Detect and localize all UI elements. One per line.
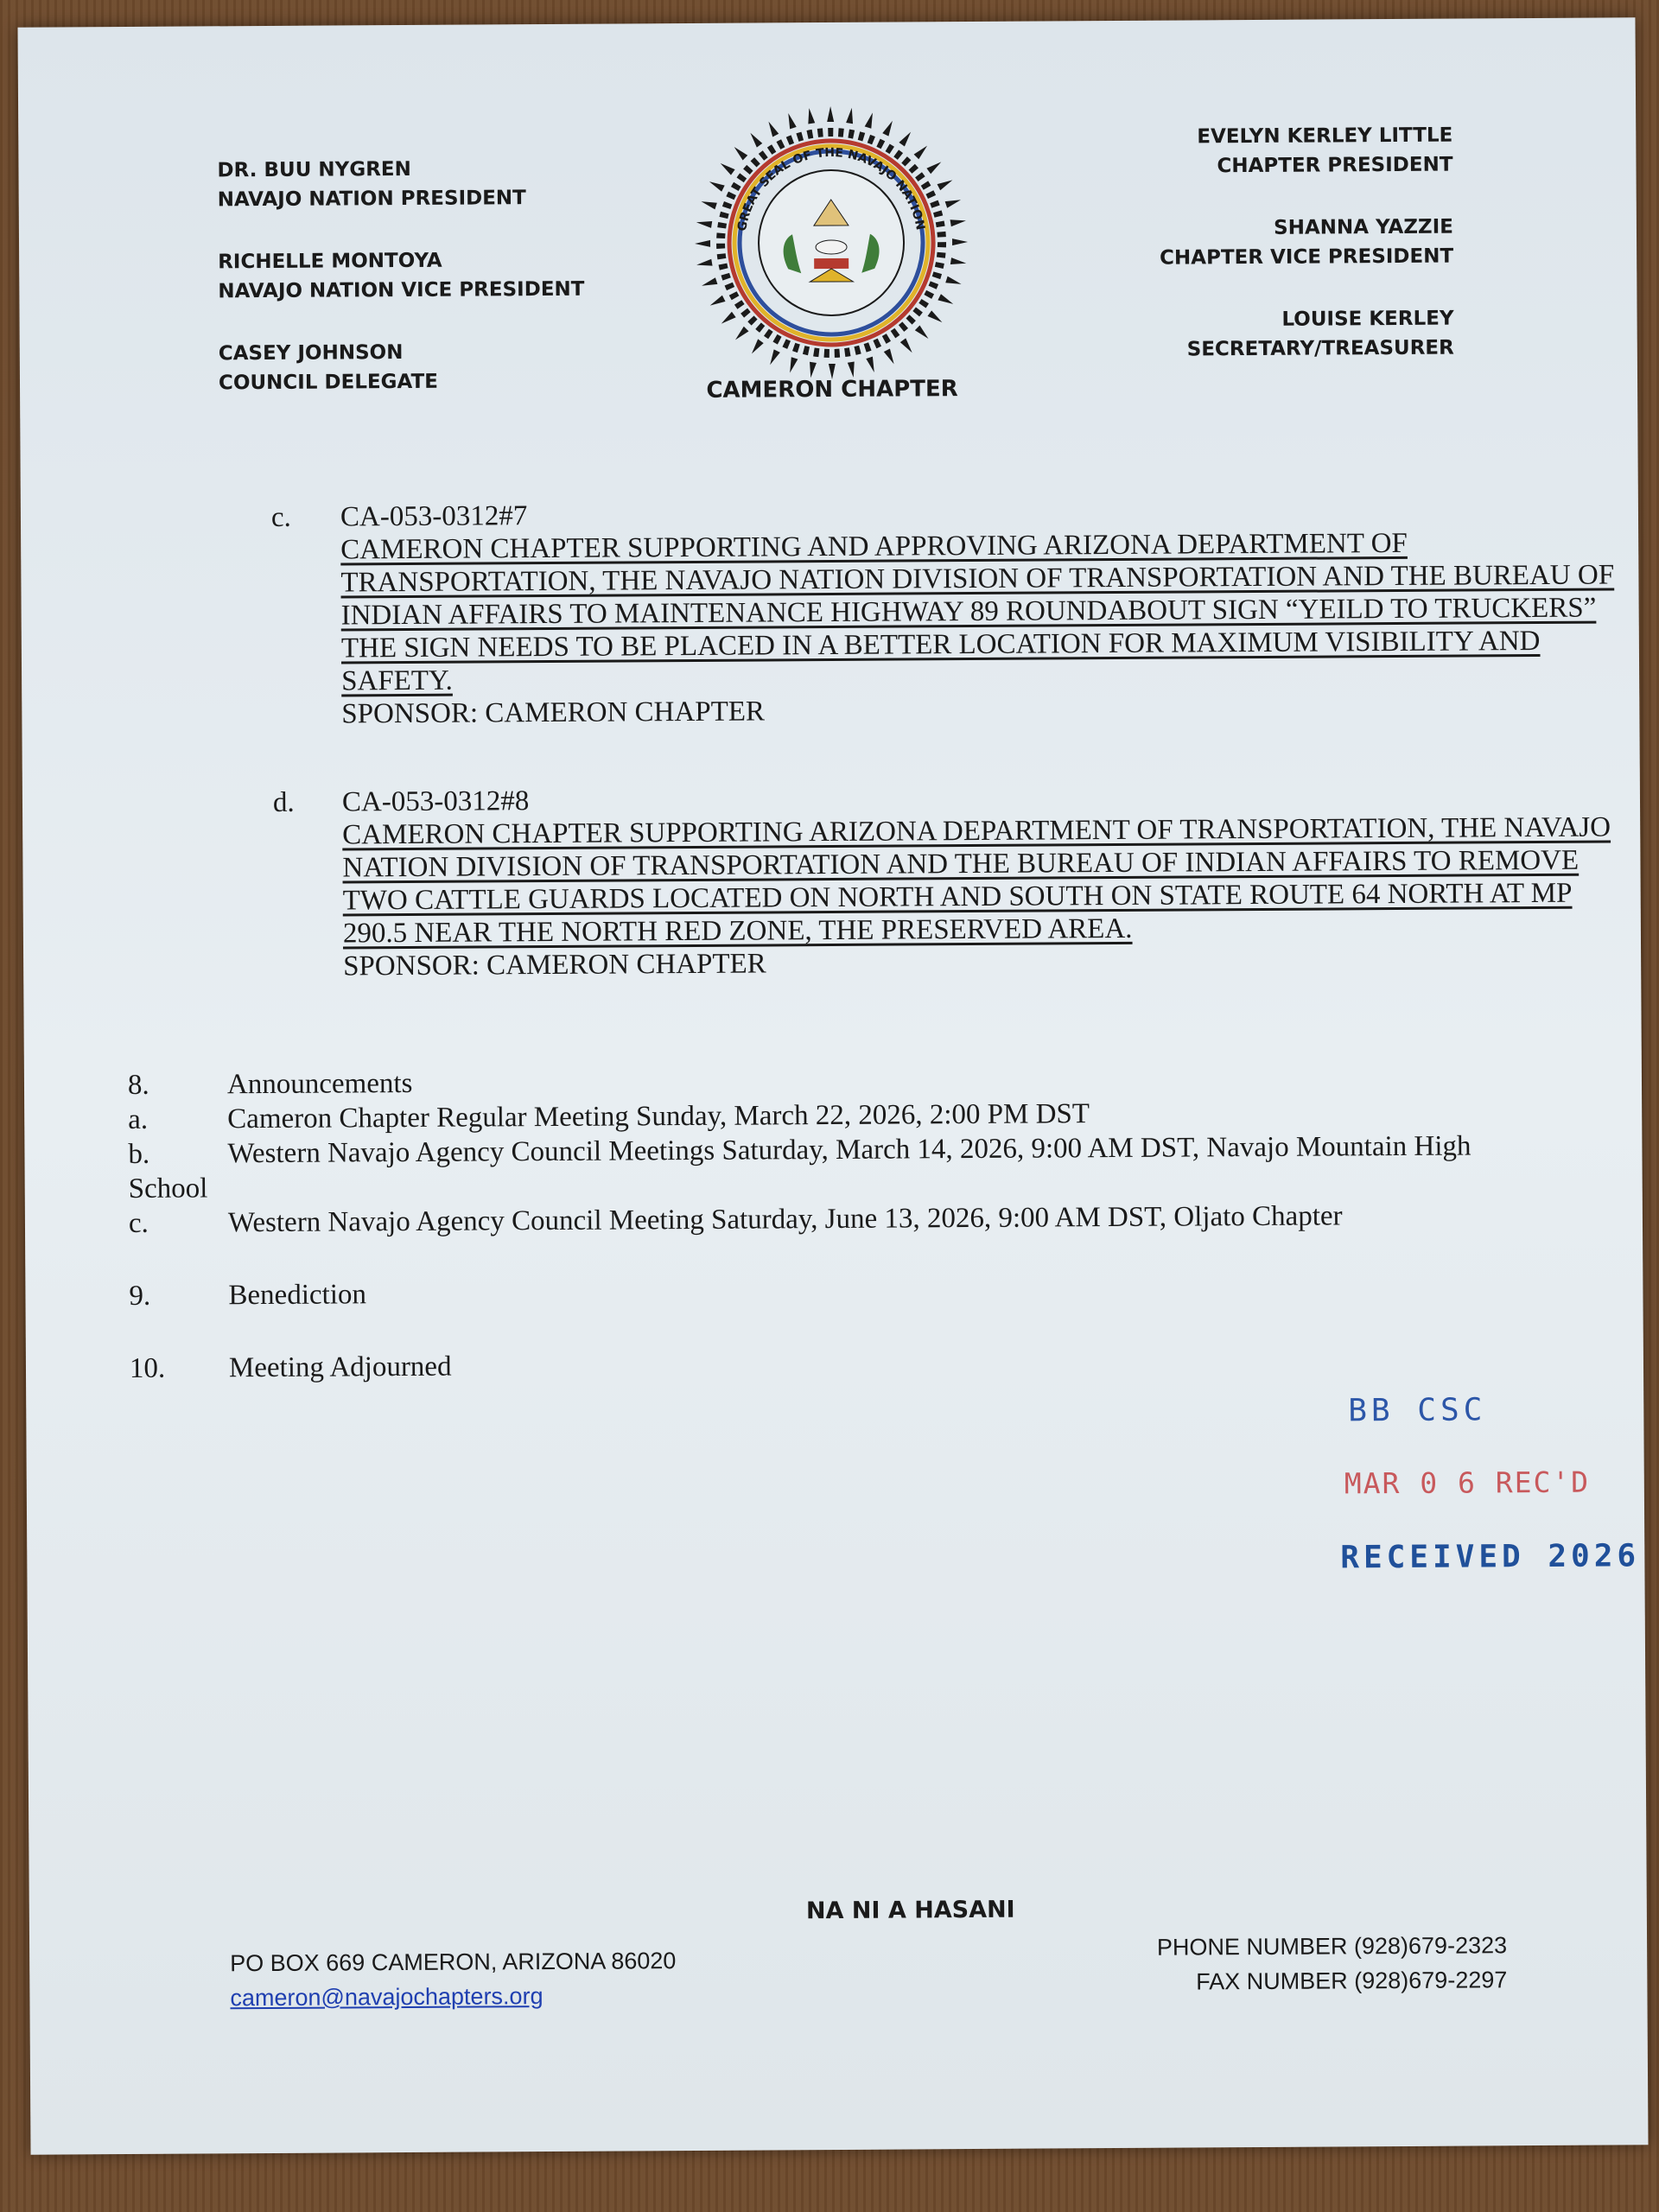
agenda-list xyxy=(128,1058,1642,1386)
resolution-title: CAMERON CHAPTER SUPPORTING AND APPROVING ARIZONA DEPARTMENT OF TRANSPORTATION, THE NAVAJO NATION DIVISION OF TRANSPORTATION AND THE BUREAU OF INDIAN AFFAIRS TO MAINTENANCE HIGHWAY 89 ROUNDABOUT SIGN “YEILD TO TRUCKERS” THE SIGN NEEDS TO BE PLACED IN A BETTER LOCATION FOR MAXIMUM VISIBILITY AND SAFETY. xyxy=(340,527,1615,697)
agenda-label: Benediction xyxy=(228,1279,367,1312)
email-link[interactable]: cameron@navajochapters.org xyxy=(230,1983,543,2012)
official-council-delegate xyxy=(219,337,585,398)
resolution-item xyxy=(271,493,1638,731)
official-title: COUNCIL DELEGATE xyxy=(218,370,439,395)
official-chapter-president xyxy=(1029,121,1452,182)
official-title: NAVAJO NATION VICE PRESIDENT xyxy=(218,277,585,303)
resolution-title: CAMERON CHAPTER SUPPORTING ARIZONA DEPARTMENT OF TRANSPORTATION, THE NAVAJO NATION DIVISION OF TRANSPORTATION AND THE BUREAU OF INDIAN AFFAIRS TO REMOVE TWO CATTLE GUARDS LOCATED ON NORTH AND SOUTH ON STATE ROUTE 64 NORTH AT MP 290.5 NEAR THE NORTH RED ZONE, THE PRESERVED AREA. xyxy=(342,811,1611,950)
initials-stamp: BB CSC xyxy=(1348,1392,1487,1429)
navajo-nation-seal-icon xyxy=(683,95,979,391)
announcement-letter: a. xyxy=(128,1103,149,1135)
agenda-number: 10. xyxy=(129,1352,166,1384)
announcement-text: Western Navajo Agency Council Meeting Saturday, June 13, 2026, 9:00 AM DST, Oljato Chapter xyxy=(227,1200,1343,1239)
seal-text: GREAT SEAL OF THE NAVAJO NATION xyxy=(734,145,927,232)
mailing-address: PO BOX 669 CAMERON, ARIZONA 86020 xyxy=(230,1948,677,1977)
official-name: EVELYN KERLEY LITTLE xyxy=(1197,124,1453,149)
official-chapter-vice-president xyxy=(1030,213,1453,274)
chapter-name: CAMERON CHAPTER xyxy=(706,376,958,404)
official-name: SHANNA YAZZIE xyxy=(1274,215,1454,239)
agenda-label: Meeting Adjourned xyxy=(228,1351,452,1384)
announcement-text: Western Navajo Agency Council Meetings Saturday, March 14, 2026, 9:00 AM DST, Navajo Mountain High xyxy=(227,1130,1471,1170)
resolution-item xyxy=(273,778,1639,983)
official-title: CHAPTER PRESIDENT xyxy=(1217,153,1453,178)
official-secretary-treasurer xyxy=(1030,304,1453,365)
received-stamp: RECEIVED 2026 xyxy=(1340,1538,1641,1576)
official-title: NAVAJO NATION PRESIDENT xyxy=(217,187,526,212)
announcement-letter: c. xyxy=(128,1207,149,1239)
resolution-letter: d. xyxy=(272,786,295,818)
navajo-nation-officials xyxy=(217,154,585,431)
official-title: CHAPTER VICE PRESIDENT xyxy=(1160,245,1454,270)
agenda-page xyxy=(17,17,1648,2154)
announcement-text: Cameron Chapter Regular Meeting Sunday, March 22, 2026, 2:00 PM DST xyxy=(227,1098,1090,1135)
resolution-number: CA-053-0312#8 xyxy=(341,785,530,818)
official-name: CASEY JOHNSON xyxy=(218,341,404,365)
official-president xyxy=(217,154,583,215)
official-name: RICHELLE MONTOYA xyxy=(218,249,442,274)
official-name: LOUISE KERLEY xyxy=(1281,307,1454,331)
footer-contact-left xyxy=(230,1943,677,2015)
agenda-number: 9. xyxy=(129,1280,151,1312)
chapter-officials xyxy=(1029,121,1454,398)
footer-contact-right xyxy=(1006,1928,1507,2000)
announcement-continuation: School xyxy=(128,1173,208,1205)
fax-number: FAX NUMBER (928)679-2297 xyxy=(1196,1967,1508,1995)
resolution-sponsor: SPONSOR: CAMERON CHAPTER xyxy=(341,696,766,730)
announcement-letter: b. xyxy=(128,1138,150,1170)
resolution-number: CA-053-0312#7 xyxy=(340,500,528,533)
official-vice-president xyxy=(218,245,584,307)
date-received-stamp: MAR 0 6 REC'D xyxy=(1344,1465,1591,1501)
official-title: SECRETARY/TREASURER xyxy=(1186,336,1454,361)
official-name: DR. BUU NYGREN xyxy=(217,157,411,182)
resolution-letter: c. xyxy=(270,501,291,533)
resolution-sponsor: SPONSOR: CAMERON CHAPTER xyxy=(343,948,766,982)
agenda-label: Announcements xyxy=(226,1067,413,1101)
motto: NA NI A HASANI xyxy=(805,1896,1015,1925)
phone-number: PHONE NUMBER (928)679-2323 xyxy=(1156,1932,1508,1961)
agenda-number: 8. xyxy=(127,1069,149,1101)
